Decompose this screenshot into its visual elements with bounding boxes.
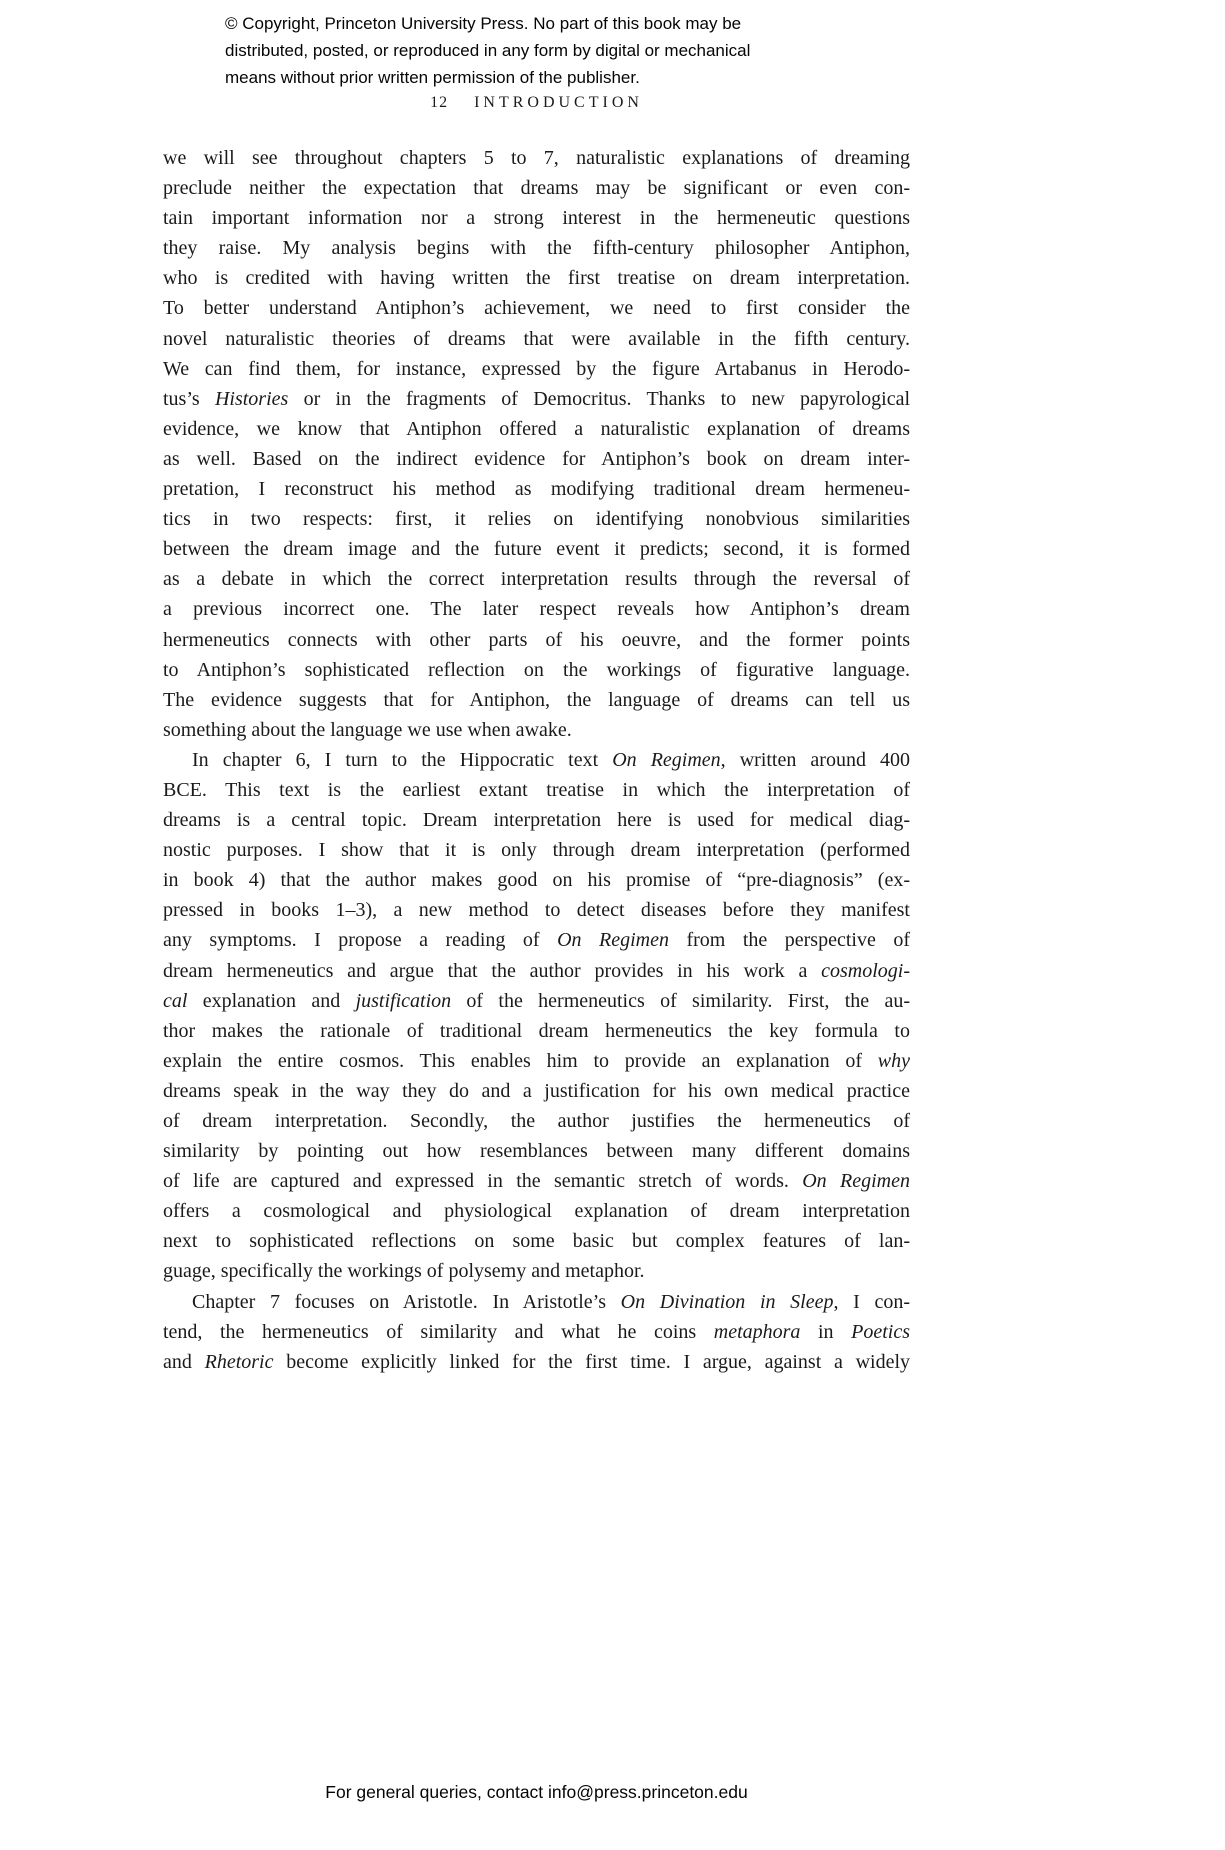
text-line: dreams speak in the way they do and a justification for his own medical practice: [163, 1079, 910, 1102]
text-line: pretation, I reconstruct his method as modifying traditional dream hermeneu-: [163, 478, 910, 501]
text-line: Chapter 7 focuses on Aristotle. In Aristotle’s On Divination in Sleep, I con-: [192, 1290, 910, 1313]
text-line: guage, specifically the workings of polysemy and metaphor.: [163, 1260, 645, 1283]
text-line: preclude neither the expectation that dreams may be significant or even con-: [163, 177, 910, 200]
copyright-notice: [225, 10, 750, 91]
text-line: We can find them, for instance, expressed by the figure Artabanus in Herodo-: [163, 357, 910, 380]
paragraph: [163, 143, 910, 745]
text-line: dream hermeneutics and argue that the author provides in his work a cosmologi-: [163, 959, 910, 982]
copyright-line: © Copyright, Princeton University Press. No part of this book may be: [225, 14, 742, 33]
text-line: offers a cosmological and physiological explanation of dream interpretation: [163, 1200, 910, 1223]
text-line: hermeneutics connects with other parts of his oeuvre, and the former points: [163, 628, 910, 651]
text-line: cal explanation and justification of the hermeneutics of similarity. First, the au-: [163, 989, 911, 1012]
text-line: as a debate in which the correct interpretation results through the reversal of: [163, 568, 910, 591]
footer-contact: For general queries, contact info@press.princeton.edu: [325, 1782, 748, 1802]
text-line: In chapter 6, I turn to the Hippocratic text On Regimen, written around 400: [192, 748, 910, 771]
copyright-line: means without prior written permission of the publisher.: [225, 68, 640, 87]
text-line: pressed in books 1–3), a new method to detect diseases before they manifest: [163, 899, 910, 922]
text-line: and Rhetoric become explicitly linked for the first time. I argue, against a widely: [163, 1350, 911, 1373]
text-line: any symptoms. I propose a reading of On Regimen from the perspective of: [163, 929, 910, 952]
text-line: next to sophisticated reflections on some basic but complex features of lan-: [163, 1230, 910, 1253]
paragraph: [163, 745, 910, 1287]
text-line: a previous incorrect one. The later respect reveals how Antiphon’s dream: [163, 598, 910, 621]
text-line: they raise. My analysis begins with the fifth-century philosopher Antiphon,: [163, 237, 910, 260]
text-line: dreams is a central topic. Dream interpretation here is used for medical diag-: [163, 809, 910, 832]
text-line: tain important information nor a strong interest in the hermeneutic questions: [163, 207, 910, 230]
copyright-line: distributed, posted, or reproduced in any form by digital or mechanical: [225, 41, 751, 60]
text-line: similarity by pointing out how resemblances between many different domains: [163, 1140, 910, 1163]
text-line: to Antiphon’s sophisticated reflection on the workings of figurative language.: [163, 658, 910, 681]
text-line: BCE. This text is the earliest extant treatise in which the interpretation of: [163, 778, 910, 801]
text-line: as well. Based on the indirect evidence for Antiphon’s book on dream inter-: [163, 447, 910, 470]
text-line: thor makes the rationale of traditional dream hermeneutics the key formula to: [163, 1019, 910, 1042]
text-line: explain the entire cosmos. This enables him to provide an explanation of why: [163, 1049, 910, 1072]
running-head-title: INTRODUCTION: [474, 94, 643, 111]
text-line: tics in two respects: first, it relies on identifying nonobvious similarities: [163, 508, 910, 531]
text-line: between the dream image and the future event it predicts; second, it is formed: [163, 538, 910, 561]
text-line: we will see throughout chapters 5 to 7, naturalistic explanations of dreaming: [163, 147, 910, 169]
body-text: [163, 143, 910, 1377]
text-line: in book 4) that the author makes good on his promise of “pre-diagnosis” (ex-: [163, 869, 910, 892]
text-line: something about the language we use when awake.: [163, 718, 572, 741]
text-line: nostic purposes. I show that it is only through dream interpretation (performed: [163, 839, 910, 862]
text-line: tend, the hermeneutics of similarity and what he coins metaphora in Poetics: [163, 1320, 911, 1343]
paragraph: [163, 1287, 910, 1377]
text-line: evidence, we know that Antiphon offered a naturalistic explanation of dreams: [163, 417, 910, 440]
text-line: The evidence suggests that for Antiphon, the language of dreams can tell us: [163, 688, 910, 711]
text-line: of life are captured and expressed in the semantic stretch of words. On Regimen: [163, 1170, 910, 1193]
text-line: novel naturalistic theories of dreams that were available in the fifth century.: [163, 327, 910, 350]
text-line: of dream interpretation. Secondly, the author justifies the hermeneutics of: [163, 1110, 910, 1132]
page-number: 12: [430, 94, 449, 111]
text-line: To better understand Antiphon’s achievement, we need to first consider the: [163, 297, 910, 320]
running-header: [163, 94, 910, 112]
text-line: who is credited with having written the first treatise on dream interpretation.: [163, 267, 910, 290]
text-line: tus’s Histories or in the fragments of Democritus. Thanks to new papyrological: [163, 387, 910, 410]
